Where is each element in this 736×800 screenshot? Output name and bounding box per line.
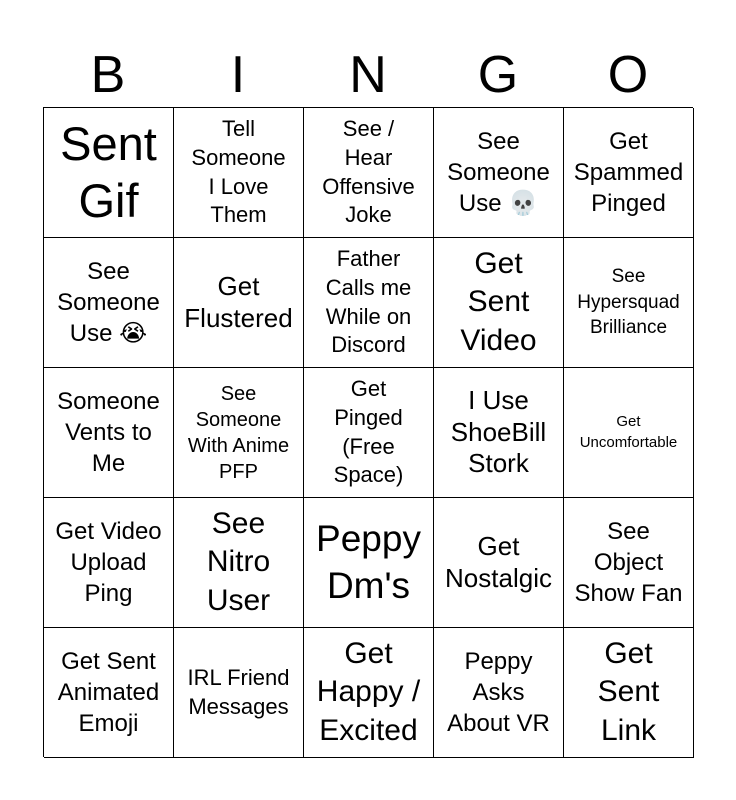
cell-text: Father Calls me While on Discord xyxy=(325,246,412,358)
bingo-cell-r1c5[interactable] xyxy=(564,108,694,238)
cell-text: Get Flustered xyxy=(184,270,293,333)
bingo-cell-r1c4[interactable] xyxy=(434,108,564,238)
bingo-cell-r2c1[interactable] xyxy=(44,238,174,368)
cell-text: See Someone Use 💀 xyxy=(447,127,550,218)
cell-text: See / Hear Offensive Joke xyxy=(322,116,415,228)
bingo-cell-r4c5[interactable] xyxy=(564,498,694,628)
bingo-card-grid xyxy=(43,107,693,757)
bingo-cell-r5c2[interactable] xyxy=(174,628,304,758)
bingo-cell-r1c2[interactable] xyxy=(174,108,304,238)
cell-text: Get Sent Video xyxy=(460,246,537,357)
bingo-cell-r3c2[interactable] xyxy=(174,368,304,498)
bingo-cell-r1c3[interactable] xyxy=(304,108,434,238)
cell-text: See Someone With Anime PFP xyxy=(187,382,290,483)
bingo-cell-r5c3[interactable] xyxy=(304,628,434,758)
bingo-header xyxy=(43,44,693,106)
cell-text: Get Nostalgic xyxy=(445,530,552,593)
bingo-cell-r4c3[interactable] xyxy=(304,498,434,628)
cell-text: Get Video Upload Ping xyxy=(55,517,162,608)
cell-text: See Nitro User xyxy=(206,506,271,617)
bingo-cell-r2c4[interactable] xyxy=(434,238,564,368)
bingo-cell-r2c3[interactable] xyxy=(304,238,434,368)
cell-text: Tell Someone I Love Them xyxy=(191,116,286,228)
bingo-cell-r4c4[interactable] xyxy=(434,498,564,628)
cell-text: See Someone Use 😭 xyxy=(57,257,160,348)
cell-text: Peppy Dm's xyxy=(316,518,421,606)
cell-text: Get Uncomfortable xyxy=(579,413,678,451)
cell-text: I Use ShoeBill Stork xyxy=(450,384,547,479)
cell-text: Someone Vents to Me xyxy=(57,387,160,478)
bingo-cell-r3c3[interactable] xyxy=(304,368,434,498)
bingo-cell-r4c1[interactable] xyxy=(44,498,174,628)
header-letter-g: G xyxy=(477,46,519,104)
cell-text: Peppy Asks About VR xyxy=(447,647,550,738)
bingo-cell-r1c1[interactable] xyxy=(44,108,174,238)
cell-text: Get Spammed Pinged xyxy=(573,127,684,218)
bingo-cell-r3c4[interactable] xyxy=(434,368,564,498)
bingo-cell-r5c4[interactable] xyxy=(434,628,564,758)
cell-text: See Object Show Fan xyxy=(574,517,683,608)
header-letter-o: O xyxy=(607,46,649,104)
bingo-cell-r3c5[interactable] xyxy=(564,368,694,498)
header-letter-n: N xyxy=(349,46,387,104)
header-letter-i: I xyxy=(230,46,246,104)
cell-text: Sent Gif xyxy=(60,117,157,227)
bingo-cell-r3c1[interactable] xyxy=(44,368,174,498)
cell-text: IRL Friend Messages xyxy=(187,664,290,719)
cell-text: Get Sent Animated Emoji xyxy=(57,647,160,738)
bingo-cell-r2c2[interactable] xyxy=(174,238,304,368)
cell-text: Get Sent Link xyxy=(597,636,660,747)
bingo-cell-r5c1[interactable] xyxy=(44,628,174,758)
bingo-cell-r5c5[interactable] xyxy=(564,628,694,758)
cell-text: Get Happy / Excited xyxy=(316,636,421,747)
bingo-cell-r4c2[interactable] xyxy=(174,498,304,628)
bingo-cell-r2c5[interactable] xyxy=(564,238,694,368)
header-letter-b: B xyxy=(90,46,126,104)
cell-text: Get Pinged (Free Space) xyxy=(333,376,404,488)
cell-text: See Hypersquad Brilliance xyxy=(577,266,680,339)
